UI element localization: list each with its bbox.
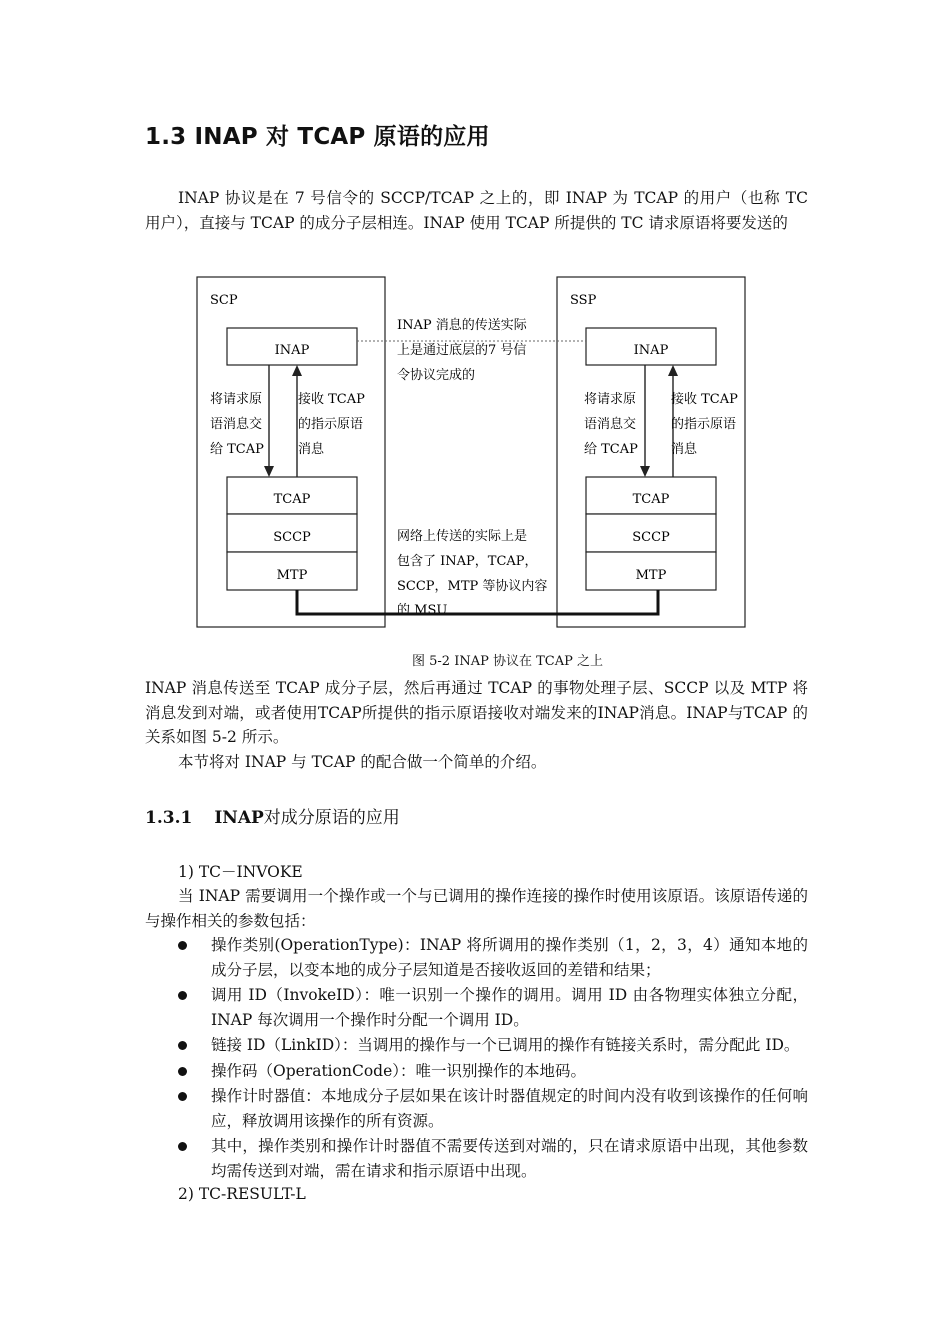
bullet-dot-icon (178, 1041, 187, 1050)
item1-title: 1) TC－INVOKE (178, 863, 303, 881)
scp-inap-label: INAP (274, 343, 310, 358)
list-item: 链接 ID（LinkID）：当调用的操作与一个已调用的操作有链接关系时，需分配此 ID。 (145, 1033, 808, 1058)
scp-right-text-3: 消息 (298, 442, 325, 457)
item2-title: 2) TC-RESULT-L (178, 1185, 306, 1203)
subsection-number: 1.3.1 (145, 808, 193, 828)
ssp-sccp-label: SCCP (632, 530, 670, 545)
ssp-right-text-3: 消息 (671, 442, 698, 457)
parameter-list (145, 933, 808, 1184)
middle-note-bottom-3: SCCP，MTP 等协议内容 (397, 579, 548, 594)
scp-right-text-2: 的指示原语 (298, 417, 364, 432)
subsection-heading (145, 803, 400, 828)
scp-left-text-3: 给 TCAP (210, 442, 264, 457)
scp-tcap-label: TCAP (273, 492, 311, 507)
bullet-dot-icon (178, 941, 187, 950)
middle-note-top-3: 令协议完成的 (397, 368, 476, 383)
section-heading: 1.3 INAP 对 TCAP 原语的应用 (145, 124, 490, 150)
list-item: 操作类别(OperationType)：INAP 将所调用的操作类别（1，2，3，4）通知本地的成分子层，以变本地的成分子层知道是否接收返回的差错和结果； (145, 933, 808, 982)
ssp-up-arrowhead (668, 365, 678, 376)
list-item: 其中，操作类别和操作计时器值不需要传送到对端的，只在请求原语中出现，其他参数均需传送到对端，需在请求和指示原语中出现。 (145, 1134, 808, 1183)
middle-note-top-1: INAP 消息的传送实际 (397, 318, 527, 333)
ssp-mtp-label: MTP (635, 568, 667, 583)
scp-down-arrowhead (264, 466, 274, 477)
bullet-dot-icon (178, 1092, 187, 1101)
middle-note-top-2: 上是通过底层的7 号信 (397, 343, 527, 358)
scp-right-text-1: 接收 TCAP (298, 392, 365, 407)
ssp-right-text-2: 的指示原语 (671, 417, 737, 432)
scp-left-text-1: 将请求原 (210, 392, 263, 407)
protocol-stack-diagram (0, 0, 950, 640)
middle-note-bottom-4: 的 MSU (397, 603, 448, 618)
scp-up-arrowhead (292, 365, 302, 376)
figure-caption: 图 5-2 INAP 协议在 TCAP 之上 (412, 654, 603, 669)
ssp-tcap-label: TCAP (632, 492, 670, 507)
section-intro-paragraph: 本节将对 INAP 与 TCAP 的配合做一个简单的介绍。 (178, 753, 547, 771)
middle-note-bottom-2: 包含了 INAP，TCAP， (397, 554, 538, 569)
scp-left-text-2: 语消息交 (210, 417, 263, 432)
ssp-left-text-1: 将请求原 (584, 392, 637, 407)
figure-followup-paragraph: INAP 消息传送至 TCAP 成分子层，然后再通过 TCAP 的事物处理子层、SCCP 以及 MTP 将消息发到对端，或者使用TCAP所提供的指示原语接收对端发来的INAP消息。INAP与TCAP 的关系如图 5-2 所示。 (145, 679, 808, 746)
bullet-dot-icon (178, 1142, 187, 1151)
bullet-dot-icon (178, 1067, 187, 1076)
middle-note-bottom-1: 网络上传送的实际上是 (397, 529, 528, 544)
scp-label: SCP (210, 293, 238, 308)
intro-paragraph: INAP 协议是在 7 号信令的 SCCP/TCAP 之上的，即 INAP 为 TCAP 的用户（也称 TC 用户），直接与 TCAP 的成分子层相连。INAP 使用 TCAP 所提供的 TC 请求原语将要发送的 (145, 189, 808, 232)
bullet-dot-icon (178, 991, 187, 1000)
ssp-inap-label: INAP (633, 343, 669, 358)
list-item: 操作码（OperationCode）：唯一识别操作的本地码。 (145, 1059, 808, 1084)
list-item: 操作计时器值：本地成分子层如果在该计时器值规定的时间内没有收到该操作的任何响应，释放调用该操作的所有资源。 (145, 1084, 808, 1133)
list-item: 调用 ID（InvokeID）：唯一识别一个操作的调用。调用 ID 由各物理实体独立分配，INAP 每次调用一个操作时分配一个调用 ID。 (145, 983, 808, 1032)
ssp-label: SSP (570, 293, 597, 308)
ssp-left-text-2: 语消息交 (584, 417, 637, 432)
subsection-inap: INAP (214, 808, 264, 828)
scp-sccp-label: SCCP (273, 530, 311, 545)
ssp-left-text-3: 给 TCAP (584, 442, 638, 457)
subsection-title-rest: 对成分原语的应用 (263, 808, 400, 828)
ssp-down-arrowhead (640, 466, 650, 477)
scp-mtp-label: MTP (276, 568, 308, 583)
ssp-right-text-1: 接收 TCAP (671, 392, 738, 407)
item1-description: 当 INAP 需要调用一个操作或一个与已调用的操作连接的操作时使用该原语。该原语传递的与操作相关的参数包括： (145, 887, 808, 930)
